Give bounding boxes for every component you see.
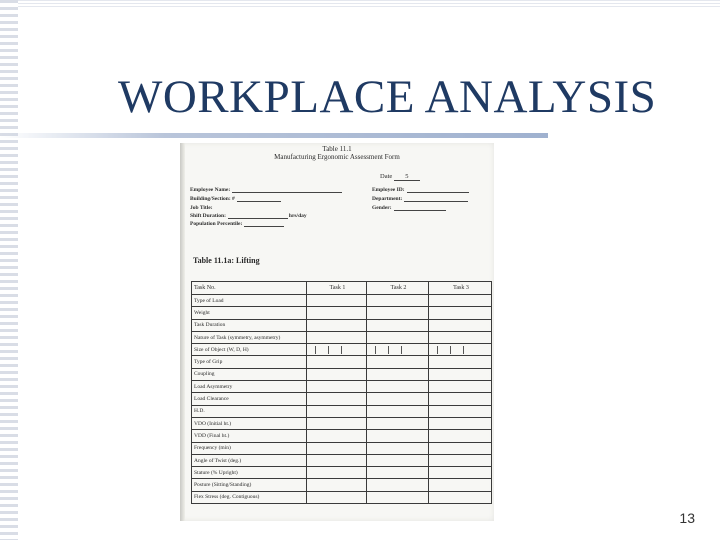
table-cell (367, 454, 429, 466)
table-row (192, 491, 492, 503)
table-row (192, 381, 492, 393)
table-cell (367, 319, 429, 331)
cell-divider-mark (341, 346, 342, 354)
cell-divider-mark (388, 346, 389, 354)
table-cell (429, 356, 492, 368)
table-cell (307, 381, 367, 393)
table-cell (367, 405, 429, 417)
table-cell (429, 430, 492, 442)
table-cell (429, 307, 492, 319)
table-cell (367, 467, 429, 479)
row-label: Posture (Sitting/Standing) (192, 479, 307, 491)
row-label: Stature (% Upright) (192, 467, 307, 479)
form-table-label: Table 11.1 (322, 145, 352, 153)
table-cell (367, 295, 429, 307)
lifting-table (191, 281, 492, 504)
field-label: Gender: (372, 205, 392, 211)
table-row (192, 319, 492, 331)
row-label: VDD (Final ht.) (192, 430, 307, 442)
slide-number: 13 (679, 510, 695, 526)
cell-divider-mark (315, 346, 316, 354)
table-cell (307, 454, 367, 466)
table-row (192, 295, 492, 307)
row-label: Weight (192, 307, 307, 319)
table-cell (367, 491, 429, 503)
row-label: Type of Grip (192, 356, 307, 368)
table-cell (307, 405, 367, 417)
title-underline (0, 133, 548, 138)
table-cell (367, 356, 429, 368)
table-cell (429, 467, 492, 479)
field-label: Employee ID: (372, 187, 405, 193)
date-label: Date (380, 173, 393, 180)
row-label: H.D. (192, 405, 307, 417)
table-cell (307, 295, 367, 307)
table-row (192, 442, 492, 454)
table-cell (429, 417, 492, 429)
table-cell (307, 491, 367, 503)
table-cell (429, 491, 492, 503)
table-cell (367, 417, 429, 429)
lifting-table-title: Table 11.1a: Lifting (193, 256, 260, 265)
table-cell (429, 381, 492, 393)
field-gender (372, 205, 446, 211)
field-employee-id (372, 187, 469, 193)
table-cell (429, 454, 492, 466)
form-title: Manufacturing Ergonomic Assessment Form (274, 153, 400, 161)
table-cell (367, 344, 429, 356)
field-job-title (190, 205, 213, 211)
table-cell (367, 307, 429, 319)
table-cell (307, 417, 367, 429)
column-header: Task No. (192, 282, 307, 295)
table-row (192, 368, 492, 380)
row-label: Angle of Twist (deg.) (192, 454, 307, 466)
row-label: Frequency (min) (192, 442, 307, 454)
cell-divider-mark (437, 346, 438, 354)
field-label: Employee Name: (190, 187, 231, 193)
table-cell (429, 479, 492, 491)
table-row (192, 454, 492, 466)
cell-divider-mark (401, 346, 402, 354)
table-cell (307, 467, 367, 479)
table-cell (429, 405, 492, 417)
table-cell (429, 368, 492, 380)
field-label: Shift Duration: (190, 213, 226, 219)
table-cell (307, 442, 367, 454)
table-cell (307, 344, 367, 356)
row-label: Load Clearance (192, 393, 307, 405)
table-cell (429, 344, 492, 356)
table-cell (367, 381, 429, 393)
column-header: Task 3 (429, 282, 492, 295)
row-label: Task Duration (192, 319, 307, 331)
row-label: Size of Object (W, D, H) (192, 344, 307, 356)
field-department (372, 196, 468, 202)
table-cell (429, 393, 492, 405)
field-employee-name (190, 187, 342, 193)
top-stripe-decoration (0, 0, 720, 8)
date-field (380, 173, 420, 181)
table-cell (307, 307, 367, 319)
table-cell (307, 430, 367, 442)
field-shift-duration (190, 213, 307, 219)
cell-divider-mark (450, 346, 451, 354)
cell-divider-mark (375, 346, 376, 354)
table-cell (367, 393, 429, 405)
table-cell (367, 479, 429, 491)
row-label: Coupling (192, 368, 307, 380)
left-stripe-decoration (0, 0, 18, 540)
table-cell (307, 479, 367, 491)
column-header: Task 2 (367, 282, 429, 295)
table-cell (307, 368, 367, 380)
table-row (192, 331, 492, 343)
table-header-row (192, 282, 492, 295)
scan-edge-shadow (180, 143, 185, 521)
table-row (192, 467, 492, 479)
cell-divider-mark (463, 346, 464, 354)
row-label: Type of Load (192, 295, 307, 307)
table-cell (429, 319, 492, 331)
row-label: VDO (Initial ht.) (192, 417, 307, 429)
table-row (192, 393, 492, 405)
table-cell (429, 331, 492, 343)
table-cell (307, 319, 367, 331)
field-suffix: hrs/day (288, 213, 307, 219)
field-label: Department: (372, 196, 403, 202)
field-label: Job Title: (190, 205, 213, 211)
table-cell (367, 368, 429, 380)
date-value: 5 (394, 173, 420, 181)
table-row (192, 430, 492, 442)
table-cell (307, 331, 367, 343)
table-row (192, 356, 492, 368)
table-row (192, 344, 492, 356)
row-label: Nature of Task (symmetry, asymmetry) (192, 331, 307, 343)
field-label: Building/Section: # (190, 196, 235, 202)
table-cell (367, 331, 429, 343)
table-row (192, 479, 492, 491)
column-header: Task 1 (307, 282, 367, 295)
scanned-form-image (180, 143, 494, 521)
field-population-percentile (190, 221, 284, 227)
row-label: Flex Stress (deg. Contiguous) (192, 491, 307, 503)
table-cell (429, 295, 492, 307)
table-cell (367, 442, 429, 454)
field-building-section (190, 196, 281, 202)
table-row (192, 417, 492, 429)
table-cell (367, 430, 429, 442)
row-label: Load Asymmetry (192, 381, 307, 393)
table-cell (307, 393, 367, 405)
cell-divider-mark (328, 346, 329, 354)
field-label: Population Percentile: (190, 221, 243, 227)
table-cell (429, 442, 492, 454)
table-cell (307, 356, 367, 368)
table-row (192, 405, 492, 417)
slide-title: WORKPLACE ANALYSIS (118, 71, 657, 123)
table-row (192, 307, 492, 319)
